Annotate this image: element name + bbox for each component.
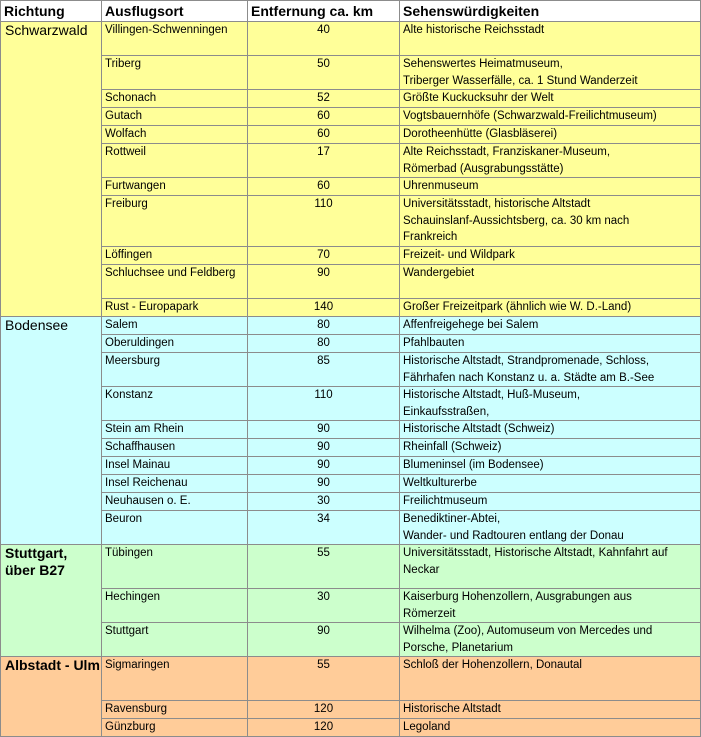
place-cell: Schaffhausen [102, 439, 248, 457]
table-row [1, 511, 701, 545]
sights-cell: Affenfreigehege bei Salem [400, 317, 701, 335]
distance-cell: 110 [248, 387, 400, 421]
place-cell: Günzburg [102, 719, 248, 737]
place-cell: Insel Mainau [102, 457, 248, 475]
distance-cell: 90 [248, 623, 400, 657]
table-row [1, 247, 701, 265]
place-cell: Oberuldingen [102, 335, 248, 353]
table-row [1, 335, 701, 353]
distance-cell: 60 [248, 126, 400, 144]
sights-cell: Rheinfall (Schweiz) [400, 439, 701, 457]
sights-cell: Schloß der Hohenzollern, Donautal [400, 657, 701, 701]
direction-cell: Stuttgart, über B27 [1, 545, 102, 657]
sights-cell: Freilichtmuseum [400, 493, 701, 511]
distance-cell: 55 [248, 657, 400, 701]
header-ausflugsort: Ausflugsort [102, 1, 248, 22]
header-sehenswuerdigkeiten: Sehenswürdigkeiten [400, 1, 701, 22]
place-cell: Villingen-Schwenningen [102, 22, 248, 56]
distance-cell: 90 [248, 457, 400, 475]
header-entfernung: Entfernung ca. km [248, 1, 400, 22]
table-row [1, 196, 701, 247]
sights-cell: Pfahlbauten [400, 335, 701, 353]
table-row [1, 457, 701, 475]
sights-cell: Dorotheenhütte (Glasbläserei) [400, 126, 701, 144]
sights-cell: Alte Reichsstadt, Franziskaner-Museum, Römerbad (Ausgrabungsstätte) [400, 144, 701, 178]
distance-cell: 60 [248, 178, 400, 196]
sights-cell: Uhrenmuseum [400, 178, 701, 196]
distance-cell: 110 [248, 196, 400, 247]
place-cell: Hechingen [102, 589, 248, 623]
place-cell: Stuttgart [102, 623, 248, 657]
distance-cell: 40 [248, 22, 400, 56]
header-row [1, 1, 701, 22]
table-row [1, 623, 701, 657]
place-cell: Wolfach [102, 126, 248, 144]
distance-cell: 34 [248, 511, 400, 545]
table-body [1, 22, 701, 737]
distance-cell: 30 [248, 589, 400, 623]
table-row [1, 719, 701, 737]
distance-cell: 55 [248, 545, 400, 589]
sights-cell: Vogtsbauernhöfe (Schwarzwald-Freilichtmuseum) [400, 108, 701, 126]
distance-cell: 140 [248, 299, 400, 317]
direction-cell: Albstadt - Ulm [1, 657, 102, 737]
distance-cell: 120 [248, 719, 400, 737]
distance-cell: 90 [248, 475, 400, 493]
table-row [1, 475, 701, 493]
table-row [1, 421, 701, 439]
place-cell: Ravensburg [102, 701, 248, 719]
distance-cell: 90 [248, 439, 400, 457]
place-cell: Schluchsee und Feldberg [102, 265, 248, 299]
sights-cell: Historische Altstadt (Schweiz) [400, 421, 701, 439]
sights-cell: Wandergebiet [400, 265, 701, 299]
sights-cell: Legoland [400, 719, 701, 737]
distance-cell: 85 [248, 353, 400, 387]
place-cell: Meersburg [102, 353, 248, 387]
distance-cell: 120 [248, 701, 400, 719]
table-row [1, 545, 701, 589]
table-row [1, 178, 701, 196]
table-row [1, 126, 701, 144]
sights-cell: Universitätsstadt, historische Altstadt Schauinslanf-Aussichtsberg, ca. 30 km nach Frankreich [400, 196, 701, 247]
place-cell: Insel Reichenau [102, 475, 248, 493]
sights-cell: Größte Kuckucksuhr der Welt [400, 90, 701, 108]
distance-cell: 30 [248, 493, 400, 511]
distance-cell: 90 [248, 265, 400, 299]
table-row [1, 299, 701, 317]
distance-cell: 17 [248, 144, 400, 178]
distance-cell: 70 [248, 247, 400, 265]
table-row [1, 108, 701, 126]
table-row [1, 56, 701, 90]
sights-cell: Sehenswertes Heimatmuseum, Triberger Wasserfälle, ca. 1 Stund Wanderzeit [400, 56, 701, 90]
place-cell: Salem [102, 317, 248, 335]
place-cell: Tübingen [102, 545, 248, 589]
table-row [1, 353, 701, 387]
sights-cell: Kaiserburg Hohenzollern, Ausgrabungen aus Römerzeit [400, 589, 701, 623]
place-cell: Stein am Rhein [102, 421, 248, 439]
sights-cell: Benediktiner-Abtei, Wander- und Radtouren entlang der Donau [400, 511, 701, 545]
table-row [1, 589, 701, 623]
sights-cell: Wilhelma (Zoo), Automuseum von Mercedes und Porsche, Planetarium [400, 623, 701, 657]
place-cell: Freiburg [102, 196, 248, 247]
place-cell: Furtwangen [102, 178, 248, 196]
direction-cell: Bodensee [1, 317, 102, 545]
distance-cell: 80 [248, 335, 400, 353]
table-row [1, 493, 701, 511]
place-cell: Konstanz [102, 387, 248, 421]
place-cell: Sigmaringen [102, 657, 248, 701]
table-row [1, 265, 701, 299]
distance-cell: 52 [248, 90, 400, 108]
direction-cell: Schwarzwald [1, 22, 102, 317]
sights-cell: Universitätsstadt, Historische Altstadt, Kahnfahrt auf Neckar [400, 545, 701, 589]
table-row [1, 22, 701, 56]
sights-cell: Weltkulturerbe [400, 475, 701, 493]
table-row [1, 387, 701, 421]
table-row [1, 90, 701, 108]
place-cell: Löffingen [102, 247, 248, 265]
table-row [1, 439, 701, 457]
distance-cell: 80 [248, 317, 400, 335]
place-cell: Gutach [102, 108, 248, 126]
sights-cell: Historische Altstadt, Huß-Museum, Einkaufsstraßen, [400, 387, 701, 421]
sights-cell: Großer Freizeitpark (ähnlich wie W. D.-Land) [400, 299, 701, 317]
table-row [1, 657, 701, 701]
place-cell: Triberg [102, 56, 248, 90]
table-row [1, 144, 701, 178]
sights-cell: Historische Altstadt, Strandpromenade, Schloss, Fährhafen nach Konstanz u. a. Städte am B.-See [400, 353, 701, 387]
table-row [1, 317, 701, 335]
distance-cell: 50 [248, 56, 400, 90]
place-cell: Beuron [102, 511, 248, 545]
distance-cell: 60 [248, 108, 400, 126]
sights-cell: Freizeit- und Wildpark [400, 247, 701, 265]
place-cell: Schonach [102, 90, 248, 108]
place-cell: Neuhausen o. E. [102, 493, 248, 511]
sights-cell: Blumeninsel (im Bodensee) [400, 457, 701, 475]
header-richtung: Richtung [1, 1, 102, 22]
sights-cell: Alte historische Reichsstadt [400, 22, 701, 56]
place-cell: Rust - Europapark [102, 299, 248, 317]
place-cell: Rottweil [102, 144, 248, 178]
table-row [1, 701, 701, 719]
sights-cell: Historische Altstadt [400, 701, 701, 719]
distance-cell: 90 [248, 421, 400, 439]
